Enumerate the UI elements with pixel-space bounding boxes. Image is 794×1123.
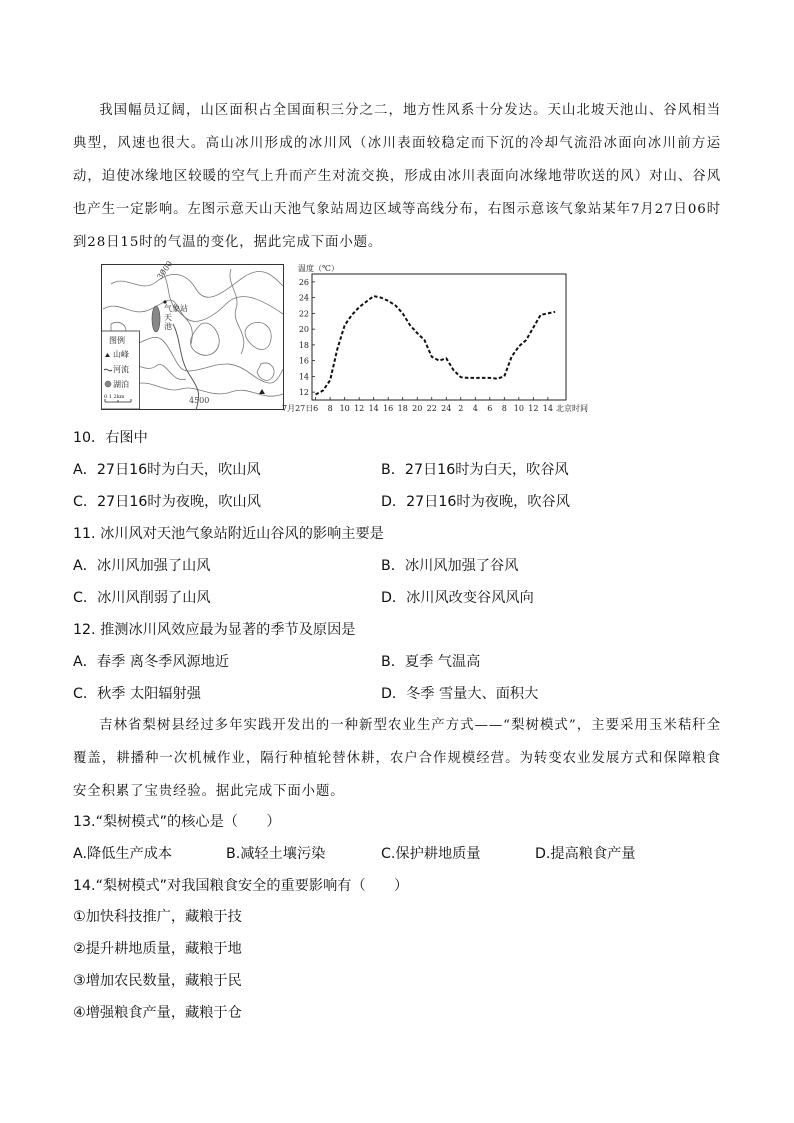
question-14-stem: 14.“梨树模式”对我国粮食安全的重要影响有（ ） bbox=[73, 878, 409, 894]
temperature-series-line bbox=[316, 296, 555, 394]
q13-option-b[interactable]: B.减轻土壤污染 bbox=[226, 846, 326, 862]
passage-lishu-text: 吉林省梨树县经过多年实践开发出的一种新型农业生产方式——“梨树模式”，主要采用玉米秸秆全覆盖，耕播种一次机械作业，隔行种植轮替休耕，农户合作规模经营。为转变农业发展方式和保障粮食安全积累了宝贵经验。据此完成下面小题。 bbox=[73, 718, 721, 799]
x-tick-label: 4 bbox=[472, 404, 478, 413]
x-tick-label: 6 bbox=[313, 404, 319, 413]
q12-option-b[interactable]: B．夏季 气温高 bbox=[381, 654, 481, 670]
x-tick-label: 14 bbox=[368, 404, 379, 413]
station-label-3: 池 bbox=[164, 322, 172, 331]
contour-label-4500: 4500 bbox=[189, 396, 210, 405]
q13-option-d[interactable]: D.提高粮食产量 bbox=[535, 846, 636, 862]
x-tick-label: 24 bbox=[441, 404, 452, 413]
q11-option-b[interactable]: B．冰川风加强了谷风 bbox=[381, 558, 519, 574]
passage-intro bbox=[73, 94, 721, 259]
x-tick-label: 18 bbox=[397, 404, 408, 413]
scale-bar-label: 0 1 2km bbox=[104, 394, 125, 400]
q12-option-d[interactable]: D．冬季 雪量大、面积大 bbox=[381, 686, 539, 702]
x-tick-label: 16 bbox=[383, 404, 394, 413]
x-tick-label: 12 bbox=[528, 404, 539, 413]
contour-label-3000: 3000 bbox=[155, 259, 175, 282]
contour-map bbox=[101, 259, 284, 410]
q10-option-a[interactable]: A．27日16时为白天，吹山风 bbox=[73, 462, 261, 478]
chart-x-start-label: 7月27日 bbox=[282, 404, 314, 413]
y-tick-label: 20 bbox=[298, 325, 309, 335]
q12-option-a[interactable]: A．春季 离冬季风源地近 bbox=[73, 654, 230, 670]
chart-ylabel: 温度（℃） bbox=[298, 264, 339, 273]
x-tick-label: 6 bbox=[487, 404, 493, 413]
station-label-2: 天 bbox=[164, 313, 172, 322]
station-label: 气象站 bbox=[164, 304, 188, 313]
question-10-stem: 10．右图中 bbox=[73, 430, 148, 446]
q14-item-1[interactable]: ①加快科技推广，藏粮于技 bbox=[73, 909, 242, 925]
q14-item-3[interactable]: ③增加农民数量，藏粮于民 bbox=[73, 973, 242, 989]
lake-dot-icon bbox=[105, 381, 111, 387]
x-tick-label: 10 bbox=[339, 404, 350, 413]
y-tick-label: 22 bbox=[298, 309, 309, 319]
x-tick-label: 8 bbox=[327, 404, 333, 413]
x-tick-label: 2 bbox=[458, 404, 464, 413]
x-tick-label: 20 bbox=[412, 404, 423, 413]
q11-option-a[interactable]: A．冰川风加强了山风 bbox=[73, 558, 211, 574]
passage-intro-text: 我国幅员辽阔，山区面积占全国面积三分之二，地方性风系十分发达。天山北坡天池山、谷风相当典型，风速也很大。高山冰川形成的冰川风（冰川表面较稳定而下沉的冷却气流沿冰面向冰川前方运动，迫使冰缘地区较暖的空气上升而产生对流交换，形成由冰川表面向冰缘地带吹送的风）对山、谷风也产生一定影响。左图示意天山天池气象站周边区域等高线分布，右图示意该气象站某年7月27日06时到28日15时的气温的变化，据此完成下面小题。 bbox=[73, 103, 721, 250]
x-tick-label: 10 bbox=[513, 404, 524, 413]
question-12-stem: 12. 推测冰川风效应最为显著的季节及原因是 bbox=[73, 622, 356, 638]
x-tick-label: 8 bbox=[501, 404, 507, 413]
q13-option-c[interactable]: C.保护耕地质量 bbox=[381, 846, 481, 862]
legend-title: 图例 bbox=[109, 336, 125, 345]
y-tick-label: 12 bbox=[298, 388, 309, 398]
y-tick-label: 14 bbox=[298, 372, 309, 382]
x-tick-label: 22 bbox=[426, 404, 437, 413]
x-tick-label: 12 bbox=[354, 404, 365, 413]
q13-option-a[interactable]: A.降低生产成本 bbox=[73, 846, 173, 862]
temperature-chart bbox=[282, 260, 600, 416]
x-tick-label: 14 bbox=[542, 404, 553, 413]
y-tick-label: 16 bbox=[298, 356, 309, 366]
y-tick-label: 24 bbox=[298, 293, 309, 303]
y-tick-label: 26 bbox=[298, 277, 309, 287]
legend-peak-label: 山峰 bbox=[113, 350, 129, 359]
q11-option-c[interactable]: C．冰川风削弱了山风 bbox=[73, 590, 211, 606]
passage-lishu bbox=[73, 709, 721, 808]
y-tick-label: 18 bbox=[298, 340, 309, 350]
legend-river-label: 河流 bbox=[113, 365, 129, 374]
q11-option-d[interactable]: D．冰川风改变谷风风向 bbox=[381, 590, 534, 606]
q10-option-c[interactable]: C．27日16时为夜晚，吹山风 bbox=[73, 494, 261, 510]
q12-option-c[interactable]: C．秋季 太阳辐射强 bbox=[73, 686, 201, 702]
q14-item-4[interactable]: ④增强粮食产量，藏粮于仓 bbox=[73, 1005, 242, 1021]
q10-option-d[interactable]: D．27日16时为夜晚，吹谷风 bbox=[381, 494, 570, 510]
q14-item-2[interactable]: ②提升耕地质量，藏粮于地 bbox=[73, 941, 242, 957]
question-11-stem: 11. 冰川风对天池气象站附近山谷风的影响主要是 bbox=[73, 526, 384, 542]
q10-option-b[interactable]: B．27日16时为白天，吹谷风 bbox=[381, 462, 569, 478]
legend-lake-label: 湖泊 bbox=[113, 380, 129, 389]
tianchi-lake-shape bbox=[152, 306, 160, 332]
chart-xlabel: 北京时间 bbox=[556, 404, 588, 413]
question-13-stem: 13.“梨树模式”的核心是（ ） bbox=[73, 814, 281, 830]
